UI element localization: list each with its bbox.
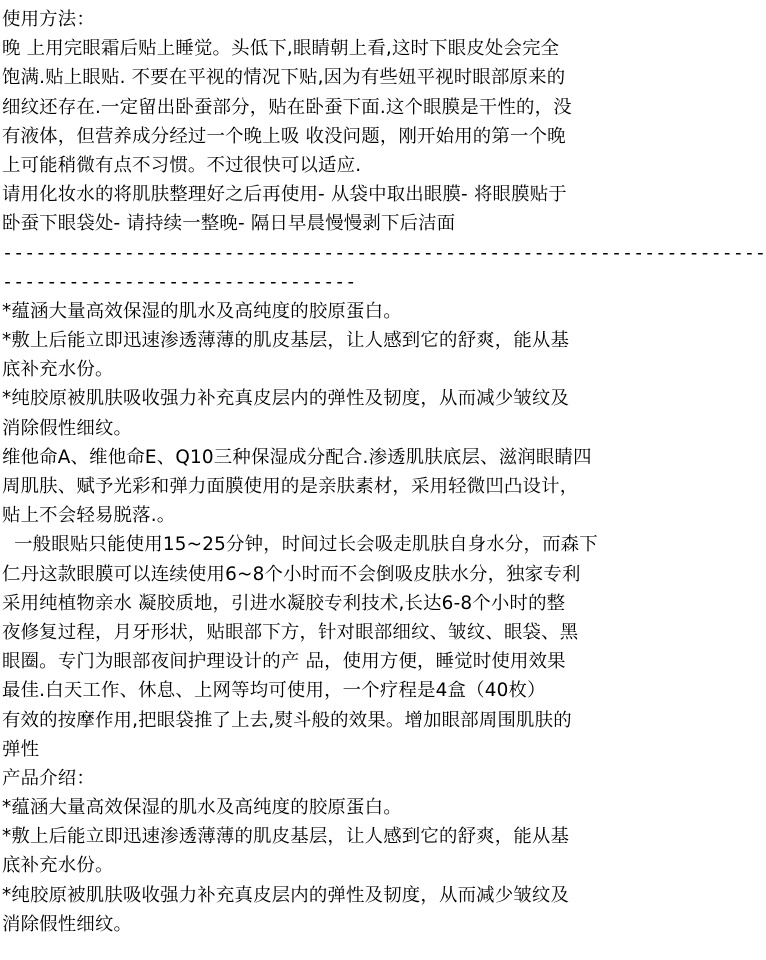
- feature-line: 底补充水份。: [2, 359, 114, 381]
- feature-line: 眼圈。专门为眼部夜间护理设计的产 品，使用方便，睡觉时使用效果: [2, 651, 566, 673]
- feature-line: 夜修复过程，月牙形状，贴眼部下方，针对眼部细纹、皱纹、眼袋、黑: [2, 621, 579, 643]
- usage-line: 细纹还存在.一定留出卧蚕部分，贴在卧蚕下面.这个眼膜是干性的，没: [2, 96, 572, 118]
- feature-line: 贴上不会轻易脱落.。: [2, 505, 176, 527]
- usage-line: 请用化妆水的将肌肤整理好之后再使用- 从袋中取出眼膜- 将眼膜贴于: [2, 184, 567, 206]
- dashed-divider: --------------------------------: [2, 271, 357, 293]
- feature-line: 维他命A、维他命E、Q10三种保湿成分配合.渗透肌肤底层、滋润眼睛四: [2, 446, 592, 468]
- usage-line: 上可能稍微有点不习惯。不过很快可以适应.: [2, 154, 362, 176]
- feature-line: *敷上后能立即迅速渗透薄薄的肌皮基层，让人感到它的舒爽，能从基: [2, 330, 570, 352]
- usage-line: 有液体，但营养成分经过一个晚上吸 收没问题，刚开始用的第一个晚: [2, 125, 566, 147]
- feature-line: 周肌肤、赋予光彩和弹力面膜使用的是亲肤素材，采用轻微凹凸设计，: [2, 476, 579, 497]
- intro-line: *纯胶原被肌肤吸收强力补充真皮层内的弹性及韧度，从而减少皱纹及: [2, 884, 570, 906]
- feature-line: 一般眼贴只能使用15~25分钟，时间过长会吸走肌肤自身水分，而森下: [2, 534, 598, 556]
- feature-line: 仁丹这款眼膜可以连续使用6~8个小时而不会倒吸皮肤水分，独家专利: [2, 563, 581, 585]
- feature-line: 采用纯植物亲水 凝胶质地，引进水凝胶专利技术,长达6-8个小时的整: [2, 592, 566, 614]
- usage-heading: 使用方法：: [2, 9, 95, 30]
- feature-line: 消除假性细纹。: [2, 417, 133, 439]
- dashed-divider: ---------------------------------------------------------------------: [2, 242, 766, 264]
- feature-line: 最佳.白天工作、休息、上网等均可使用，一个疗程是4盒（40枚）: [2, 680, 546, 702]
- intro-line: *敷上后能立即迅速渗透薄薄的肌皮基层，让人感到它的舒爽，能从基: [2, 826, 570, 848]
- intro-line: 底补充水份。: [2, 855, 114, 877]
- intro-line: *蕴涵大量高效保湿的肌水及高纯度的胶原蛋白。: [2, 797, 402, 819]
- usage-line: 卧蚕下眼袋处- 请持续一整晚- 隔日早晨慢慢剥下后洁面: [2, 213, 456, 235]
- intro-heading: 产品介绍：: [2, 767, 95, 789]
- feature-line: *纯胶原被肌肤吸收强力补充真皮层内的弹性及韧度，从而减少皱纹及: [2, 388, 570, 410]
- feature-line: 弹性: [2, 738, 40, 760]
- usage-line: 晚 上用完眼霜后贴上睡觉。头低下,眼睛朝上看,这时下眼皮处会完全: [2, 38, 560, 60]
- feature-line: *蕴涵大量高效保湿的肌水及高纯度的胶原蛋白。: [2, 300, 402, 322]
- usage-line: 饱满.贴上眼贴. 不要在平视的情况下贴,因为有些妞平视时眼部原来的: [2, 67, 566, 89]
- feature-line: 有效的按摩作用,把眼袋推了上去,熨斗般的效果。增加眼部周围肌肤的: [2, 709, 572, 731]
- intro-line: 消除假性细纹。: [2, 913, 133, 935]
